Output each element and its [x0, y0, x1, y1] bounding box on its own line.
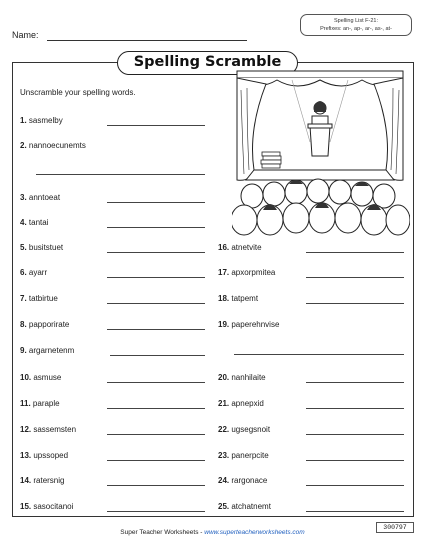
- scrambled-word: argarnetenm: [28, 346, 75, 355]
- answer-line-11[interactable]: [107, 408, 205, 409]
- worksheet-code: 300797: [376, 522, 414, 533]
- list-item: [20, 425, 76, 434]
- answer-line-24[interactable]: [306, 485, 404, 486]
- scrambled-word: sasocitanoi: [33, 502, 74, 511]
- answer-line-9[interactable]: [110, 355, 205, 356]
- list-item: [218, 476, 267, 485]
- scrambled-word: anntoeat: [28, 193, 61, 202]
- item-number: 17.: [218, 268, 230, 277]
- item-number: 15.: [20, 502, 32, 511]
- answer-line-4[interactable]: [107, 227, 205, 228]
- scrambled-word: atnetvite: [231, 243, 262, 252]
- scrambled-word: tatbirtue: [28, 294, 58, 303]
- answer-line-6[interactable]: [107, 277, 205, 278]
- item-number: 19.: [218, 320, 230, 329]
- spelling-list-box: [300, 14, 412, 36]
- list-item: [218, 425, 270, 434]
- answer-line-23[interactable]: [306, 460, 404, 461]
- list-item: [20, 193, 60, 202]
- item-number: 23.: [218, 451, 230, 460]
- scrambled-word: paraple: [32, 399, 60, 408]
- answer-line-15[interactable]: [107, 511, 205, 512]
- answer-line-1[interactable]: [107, 125, 205, 126]
- item-number: 6.: [20, 268, 27, 277]
- footer-brand: Super Teacher Worksheets -: [120, 529, 205, 536]
- list-item: [20, 399, 60, 408]
- spelling-list-prefixes: Prefixes: an-, ap-, ar-, as-, at-: [320, 26, 392, 32]
- scrambled-word: nanhilaite: [231, 373, 266, 382]
- scrambled-word: upssoped: [33, 451, 69, 460]
- answer-line-21[interactable]: [306, 408, 404, 409]
- worksheet-title: Spelling Scramble: [117, 51, 298, 75]
- scrambled-word: ratersnig: [33, 476, 65, 485]
- item-number: 2.: [20, 141, 27, 150]
- scrambled-word: panerpcite: [231, 451, 269, 460]
- answer-line-13[interactable]: [107, 460, 205, 461]
- scrambled-word: nannoecunemts: [28, 141, 86, 150]
- answer-line-18[interactable]: [306, 303, 404, 304]
- list-item: [218, 373, 266, 382]
- answer-line-3[interactable]: [107, 202, 205, 203]
- scrambled-word: busitstuet: [28, 243, 64, 252]
- scrambled-word: tantai: [28, 218, 49, 227]
- scrambled-word: sasmelby: [28, 116, 63, 125]
- list-item: [218, 268, 275, 277]
- list-item: [20, 243, 63, 252]
- footer: [0, 529, 425, 536]
- list-item: [218, 243, 262, 252]
- stage-audience-illustration: [232, 70, 410, 240]
- list-item: [218, 399, 264, 408]
- item-number: 18.: [218, 294, 230, 303]
- scrambled-word: tatpemt: [231, 294, 259, 303]
- scrambled-word: ugsegsnoit: [231, 425, 271, 434]
- item-number: 20.: [218, 373, 230, 382]
- list-item: [20, 346, 74, 355]
- name-label: Name:: [12, 30, 39, 40]
- item-number: 24.: [218, 476, 230, 485]
- list-item: [20, 476, 64, 485]
- list-item: [20, 141, 86, 150]
- answer-line-16[interactable]: [306, 252, 404, 253]
- scrambled-word: rargonace: [231, 476, 268, 485]
- list-item: [218, 502, 271, 511]
- answer-line-19[interactable]: [234, 354, 404, 355]
- list-item: [20, 294, 58, 303]
- list-item: [20, 502, 73, 511]
- list-item: [20, 116, 63, 125]
- scrambled-word: asmuse: [33, 373, 62, 382]
- answer-line-2[interactable]: [36, 174, 205, 175]
- list-item: [20, 320, 69, 329]
- scrambled-word: apxorpmitea: [231, 268, 276, 277]
- answer-line-25[interactable]: [306, 511, 404, 512]
- item-number: 16.: [218, 243, 230, 252]
- item-number: 22.: [218, 425, 230, 434]
- item-number: 10.: [20, 373, 32, 382]
- list-item: [20, 451, 68, 460]
- scrambled-word: apnepxid: [231, 399, 264, 408]
- item-number: 8.: [20, 320, 27, 329]
- scrambled-word: papporirate: [28, 320, 70, 329]
- list-item: [20, 218, 48, 227]
- item-number: 25.: [218, 502, 230, 511]
- item-number: 3.: [20, 193, 27, 202]
- list-item: [20, 373, 61, 382]
- answer-line-7[interactable]: [107, 303, 205, 304]
- list-item: [20, 268, 47, 277]
- scrambled-word: atchatnemt: [231, 502, 271, 511]
- scrambled-word: ayarr: [28, 268, 48, 277]
- footer-url-link[interactable]: www.superteacherworksheets.com: [204, 529, 305, 536]
- item-number: 9.: [20, 346, 27, 355]
- item-number: 14.: [20, 476, 32, 485]
- list-item: [218, 294, 258, 303]
- name-line[interactable]: [47, 40, 247, 41]
- item-number: 1.: [20, 116, 27, 125]
- item-number: 13.: [20, 451, 32, 460]
- list-item: [218, 451, 269, 460]
- answer-line-20[interactable]: [306, 382, 404, 383]
- item-number: 7.: [20, 294, 27, 303]
- scrambled-word: paperehnvise: [231, 320, 280, 329]
- answer-line-5[interactable]: [107, 252, 205, 253]
- answer-line-14[interactable]: [107, 485, 205, 486]
- item-number: 21.: [218, 399, 230, 408]
- answer-line-10[interactable]: [107, 382, 205, 383]
- item-number: 4.: [20, 218, 27, 227]
- answer-line-12[interactable]: [107, 434, 205, 435]
- answer-line-17[interactable]: [306, 277, 404, 278]
- scrambled-word: sassemsten: [33, 425, 77, 434]
- answer-line-22[interactable]: [306, 434, 404, 435]
- spelling-list-title: Spelling List F-21:: [333, 18, 379, 24]
- item-number: 11.: [20, 399, 31, 408]
- item-number: 5.: [20, 243, 27, 252]
- instructions: Unscramble your spelling words.: [20, 88, 136, 97]
- item-number: 12.: [20, 425, 32, 434]
- list-item: [218, 320, 279, 329]
- answer-line-8[interactable]: [107, 329, 205, 330]
